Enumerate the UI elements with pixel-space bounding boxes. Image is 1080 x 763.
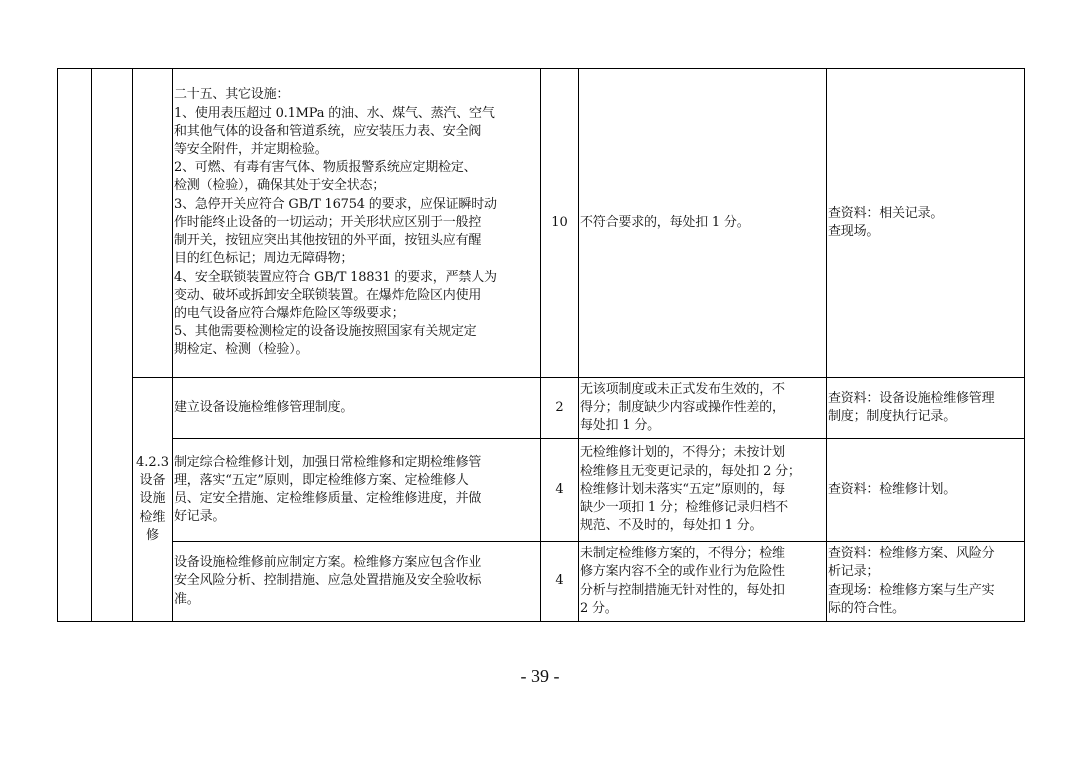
content-line: 4、安全联锁装置应符合 GB/T 18831 的要求，严禁人为 [174,269,497,285]
section-title-line: 修 [145,527,159,543]
section-title-cell [133,378,173,622]
content-line: 准。 [174,591,200,607]
level3-category-cell [133,69,173,378]
deduction-line: 缺少一项扣 1 分；检维修记录归档不 [580,500,788,516]
method-line: 析记录； [828,564,880,580]
content-line: 和其他气体的设备和管道系统，应安装压力表、安全阀 [174,123,482,139]
content-line: 等安全附件，并定期检验。 [174,142,328,158]
deduction-line: 检维修且无变更记录的，每处扣 2 分； [580,463,801,479]
content-line: 1、使用表压超过 0.1MPa 的油、水、煤气、蒸汽、空气 [174,105,495,121]
method-line: 查现场。 [828,224,880,239]
content-line: 制定综合检维修计划，加强日常检维修和定期检维修管 [174,454,482,470]
score-cell: 2 [541,378,579,439]
content-line: 好记录。 [174,509,226,525]
deduction-line: 不符合要求的，每处扣 1 分。 [580,214,750,230]
content-line: 检测（检验），确保其处于安全状态； [174,178,386,194]
content-cell [173,69,541,378]
method-line: 制度；制度执行记录。 [828,409,957,424]
content-line: 5、其他需要检测检定的设备设施按照国家有关规定定 [174,324,477,340]
content-line: 建立设备设施检维修管理制度。 [174,399,354,415]
deduction-line: 规范、不及时的，每处扣 1 分。 [580,518,763,534]
section-title-line: 设备 [139,473,166,489]
content-line: 的电气设备应符合爆炸危险区等级要求； [174,305,405,321]
content-line: 理，落实“五定”原则，即定检维修方案、定检维修人 [174,472,469,488]
deduction-line: 无检维修计划的，不得分；未按计划 [580,445,785,461]
score-cell: 4 [541,542,579,622]
method-line: 查资料：设备设施检维修管理 [828,390,995,406]
section-title-line: 设施 [139,491,166,507]
method-line: 查现场：检维修方案与生产实 [828,582,995,598]
content-line: 设备设施检维修前应制定方案。检维修方案应包含作业 [174,555,482,571]
section-title-line: 4.2.3 [135,454,170,470]
score-cell: 4 [541,439,579,542]
deduction-line: 修方案内容不全的或作业行为危险性 [580,564,785,580]
content-line: 目的红色标记；周边无障碍物； [174,251,354,267]
page-number: - 39 - [520,666,560,686]
content-line: 安全风险分析、控制措施、应急处置措施及安全验收标 [174,573,482,589]
method-line: 查资料：检维修计划。 [828,481,957,497]
content-line: 期检定、检测（检验）。 [174,342,309,358]
deduction-line: 分析与控制措施无针对性的，每处扣 [580,582,785,598]
method-cell [827,439,1025,542]
content-line: 制开关，按钮应突出其他按钮的外平面，按钮头应有醒 [174,233,482,249]
deduction-line: 2 分。 [580,600,618,616]
deduction-cell [579,69,827,378]
deduction-line: 未制定检维修方案的，不得分；检维 [580,546,785,562]
table-row-maintenance-plan [58,439,1025,542]
content-line: 2、可燃、有毒有害气体、物质报警系统应定期检定、 [174,160,477,176]
deduction-cell [579,542,827,622]
content-line: 3、急停开关应符合 GB/T 16754 的要求，应保证瞬时动 [174,196,497,212]
deduction-line: 无该项制度或未正式发布生效的，不 [580,381,785,397]
method-line: 际的符合性。 [828,600,905,616]
content-line: 二十五、其它设施： [174,87,290,103]
content-cell [173,542,541,622]
score-cell: 10 [541,69,579,378]
table-row-maintenance-system [58,378,1025,439]
deduction-line: 得分；制度缺少内容或操作性差的， [580,399,785,415]
content-line: 员、定安全措施、定检维修质量、定检维修进度，并做 [174,491,482,506]
table-row-other-facilities [58,69,1025,378]
deduction-line: 每处扣 1 分。 [580,418,660,434]
content-line: 变动、破坏或拆卸安全联锁装置。在爆炸危险区内使用 [174,287,482,303]
content-cell [173,378,541,439]
section-title-line: 检维 [139,509,166,525]
deduction-line: 检维修计划未落实“五定”原则的，每 [580,481,785,497]
level2-category-cell [92,69,133,622]
content-line: 作时能终止设备的一切运动；开关形状应区别于一般控 [174,214,482,230]
table-row-maintenance-plan-scheme [58,542,1025,622]
deduction-cell [579,439,827,542]
method-cell [827,542,1025,622]
deduction-cell [579,378,827,439]
method-cell [827,378,1025,439]
method-line: 查资料：检维修方案、风险分 [828,546,995,562]
level1-category-cell [58,69,92,622]
method-cell [827,69,1025,378]
content-cell [173,439,541,542]
method-line: 查资料：相关记录。 [828,205,944,221]
standard-table [57,68,1025,622]
